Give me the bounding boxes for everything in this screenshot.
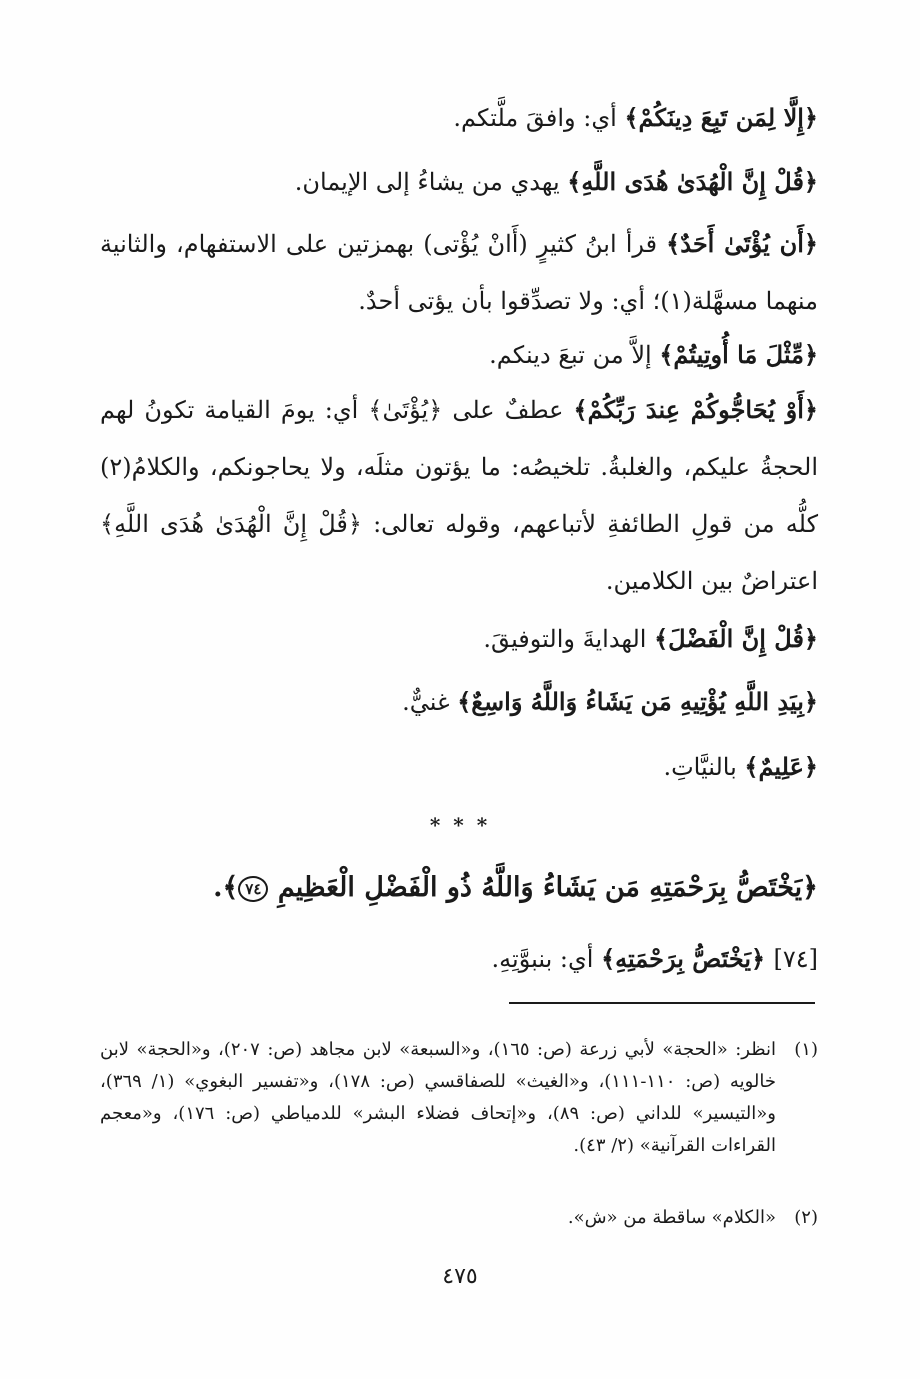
ayah-number-marker: ٧٤ [238, 876, 268, 902]
commentary-text: أي: بنبوَّتِهِ. [491, 945, 602, 973]
verse-text: ﴿يَخْتَصُّ بِرَحْمَتِهِ مَن يَشَاءُ وَاللَّهُ ذُو الْفَضْلِ الْعَظِيمِ [277, 872, 818, 903]
quran-verse: ﴿مِّثْلَ مَا أُوتِيتُمْ﴾ [659, 340, 818, 369]
commentary-text: بالنيَّاتِ. [663, 753, 745, 781]
commentary-paragraph [100, 673, 818, 731]
verse-closing: ﴾. [213, 872, 239, 903]
quran-verse: ﴿إِلَّا لِمَن تَبِعَ دِينَكُمْ﴾ [624, 103, 818, 132]
footnote [100, 1034, 818, 1162]
verse-number: [٧٤] [773, 945, 818, 973]
commentary-paragraph [100, 153, 818, 211]
footnote [100, 1202, 818, 1234]
commentary-text: إلاَّ من تبعَ دينكم. [489, 341, 660, 369]
verse-commentary [100, 930, 818, 988]
commentary-text: أي: وافقَ ملَّتكم. [453, 104, 625, 132]
footnote-text: «الكلام» ساقطة من «ش». [567, 1207, 776, 1228]
quran-verse: ﴿أَن يُؤْتَىٰ أَحَدٌ﴾ [666, 229, 818, 258]
commentary-paragraph [100, 215, 818, 330]
quran-verse: ﴿قُلْ إِنَّ الْهُدَىٰ هُدَى اللَّهِ﴾ [567, 167, 818, 196]
footnote-rule [509, 1002, 815, 1004]
commentary-paragraph [100, 610, 818, 668]
section-separator: * * * [429, 813, 491, 837]
commentary-text: غنيٌّ. [402, 688, 458, 716]
footnote-text: انظر: «الحجة» لأبي زرعة (ص: ١٦٥)، و«السبعة» لابن مجاهد (ص: ٢٠٧)، و«الحجة» لابن خالويه (ص: ١١٠-١١١)، و«الغيث» للصفاقسي (ص: ١٧٨)، و«تفسير البغوي» (١/ ٣٦٩)، و«التيسير» للداني (ص: ٨٩)، و«إتحاف فضلاء البشر» للدمياطي (ص: ١٧٦)، و«معجم القراءات القرآنية» (٢/ ٤٣). [100, 1039, 776, 1156]
quran-verse: ﴿بِيَدِ اللَّهِ يُؤْتِيهِ مَن يَشَاءُ وَاللَّهُ وَاسِعٌ﴾ [457, 687, 818, 716]
commentary-text: الهدايةَ والتوفيقَ. [483, 625, 655, 653]
commentary-text: قرأ ابنُ كثيرٍ (أَانْ يُؤْتى) بهمزتين على الاستفهام، والثانية منهما مسهَّلة(١)؛ أي: ولا تصدِّقوا بأن يؤتى أحدٌ. [100, 230, 818, 315]
quran-verse: ﴿أَوْ يُحَاجُّوكُمْ عِندَ رَبِّكُمْ﴾ [573, 395, 818, 424]
footnote-number: (٢) [794, 1207, 818, 1228]
commentary-paragraph [100, 326, 818, 384]
commentary-paragraph [100, 381, 818, 610]
quran-verse: ﴿قُلْ إِنَّ الْفَضْلَ﴾ [654, 624, 818, 653]
quran-verse: ﴿عَلِيمٌ﴾ [744, 752, 818, 781]
commentary-paragraph [100, 89, 818, 147]
commentary-text: عطفٌ على ﴿يُؤْتَىٰ﴾ أي: يومَ القيامة تكونُ لهم الحجةُ عليكم، والغلبةُ. تلخيصُه: ما يؤتون مثلَه، ولا يحاجونكم، والكلامُ(٢) كلُّه من قولِ الطائفةِ لأتباعهم، وقوله تعالى: ﴿قُلْ إِنَّ الْهُدَىٰ هُدَى اللَّهِ﴾ اعتراضٌ بين الكلامين. [100, 396, 819, 595]
commentary-paragraph [100, 738, 818, 796]
commentary-text: يهدي من يشاءُ إلى الإيمان. [294, 168, 568, 196]
footnote-number: (١) [794, 1039, 818, 1060]
page-number: ٤٧٥ [442, 1264, 478, 1289]
main-quran-verse [100, 858, 818, 918]
quran-verse: ﴿يَخْتَصُّ بِرَحْمَتِهِ﴾ [601, 944, 774, 973]
